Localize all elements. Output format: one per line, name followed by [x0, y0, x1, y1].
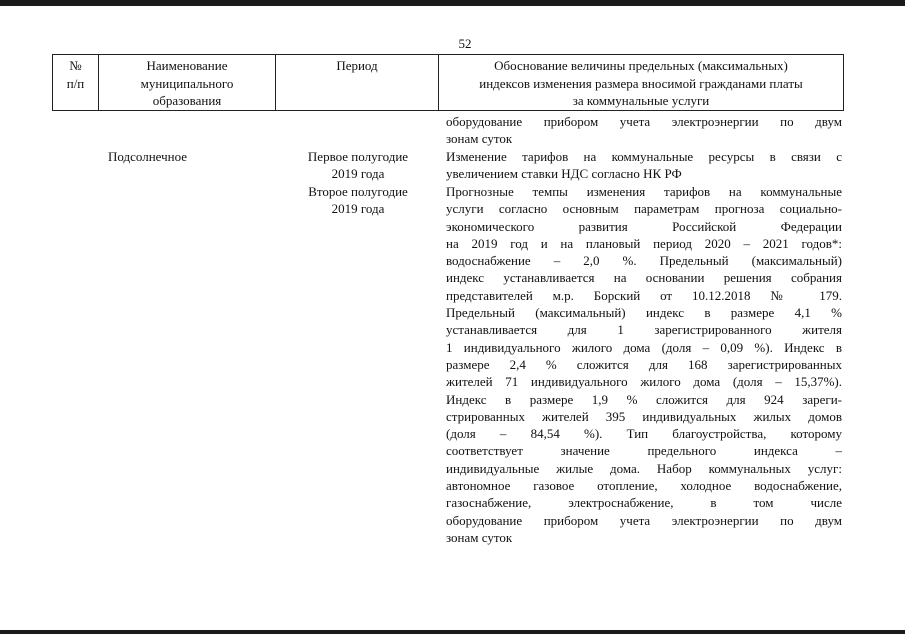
text-line: представителей м.р. Борский от 10.12.2018 № 179.	[446, 287, 842, 303]
text-line: 1 индивидуального жилого дома (доля – 0,09 %). Индекс в	[446, 339, 842, 355]
text-line: водоснабжение – 2,0 %. Предельный (максимальный)	[446, 253, 842, 269]
text-line: оборудование прибором учета электроэнергии по двум	[446, 512, 842, 528]
header-col-number-line: п/п	[66, 75, 85, 91]
header-col-number	[53, 55, 99, 110]
header-col-municipality-line: муниципального	[140, 75, 234, 91]
text-line: устанавливается для 1 зарегистрированного жителя	[446, 322, 842, 338]
period-first-half-year: 2019 года	[331, 166, 385, 182]
municipality-name: Подсолнечное	[108, 149, 188, 164]
justification-vat	[446, 148, 842, 183]
header-col-justification-line: Обоснование величины предельных (максимальных)	[494, 58, 788, 73]
period-first-half: Первое полугодие	[307, 149, 409, 164]
header-col-justification	[439, 55, 843, 110]
text-line: размере 2,4 % сложится для 168 зарегистрированных	[446, 356, 842, 372]
table-header	[52, 54, 844, 111]
text-line: Прогнозные темпы изменения тарифов на коммунальные	[446, 184, 842, 199]
text-line: зонам суток	[446, 131, 513, 147]
text-line: зонам суток	[446, 529, 513, 545]
text-line: газоснабжение, электроснабжение, в том числе	[446, 495, 842, 511]
header-col-municipality-line: Наименование	[146, 58, 228, 73]
header-col-municipality-line: образования	[152, 93, 222, 108]
text-line: оборудование прибором учета электроэнергии по двум	[446, 114, 842, 129]
text-line: автономное газовое отопление, холодное водоснабжение,	[446, 478, 842, 494]
text-line: Предельный (максимальный) индекс в размере 4,1 %	[446, 305, 842, 321]
period-second-half-year: 2019 года	[331, 200, 385, 216]
period-cell	[288, 148, 428, 217]
text-line: Индекс в размере 1,9 % сложится для 924 зареги-	[446, 391, 842, 407]
text-line: жителей 71 индивидуального жилого дома (доля – 15,37%).	[446, 374, 842, 390]
header-col-justification-line: за коммунальные услуги	[572, 93, 710, 108]
page-number: 52	[458, 36, 472, 51]
text-line: (доля – 84,54 %). Тип благоустройства, которому	[446, 426, 842, 442]
text-line: индекс устанавливается на основании решения собрания	[446, 270, 842, 286]
period-second-half: Второе полугодие	[308, 183, 408, 199]
bottom-border-rule	[0, 630, 905, 634]
text-line: на 2019 год и на плановый период 2020 – 2021 годов*:	[446, 235, 842, 251]
header-col-justification-line: индексов изменения размера вносимой гражданами платы	[479, 75, 803, 91]
header-col-number-line: №	[69, 58, 82, 73]
text-line: соответствует значение предельного индекса –	[446, 443, 842, 459]
continuation-text	[446, 113, 842, 148]
header-col-municipality	[99, 55, 276, 110]
text-line: увеличением ставки НДС согласно НК РФ	[446, 166, 682, 182]
justification-forecast	[446, 183, 842, 546]
text-line: экономического развития Российской Федерации	[446, 218, 842, 234]
top-border-rule	[0, 0, 905, 6]
text-line: индивидуальные жилые дома. Набор коммунальных услуг:	[446, 460, 842, 476]
header-col-period-line: Период	[336, 58, 378, 73]
text-line: Изменение тарифов на коммунальные ресурсы в связи с	[446, 149, 842, 164]
text-line: стрированных жителей 395 индивидуальных жилых домов	[446, 408, 842, 424]
text-line: услуги согласно основным параметрам прогноза социально-	[446, 201, 842, 217]
header-col-period	[276, 55, 439, 110]
